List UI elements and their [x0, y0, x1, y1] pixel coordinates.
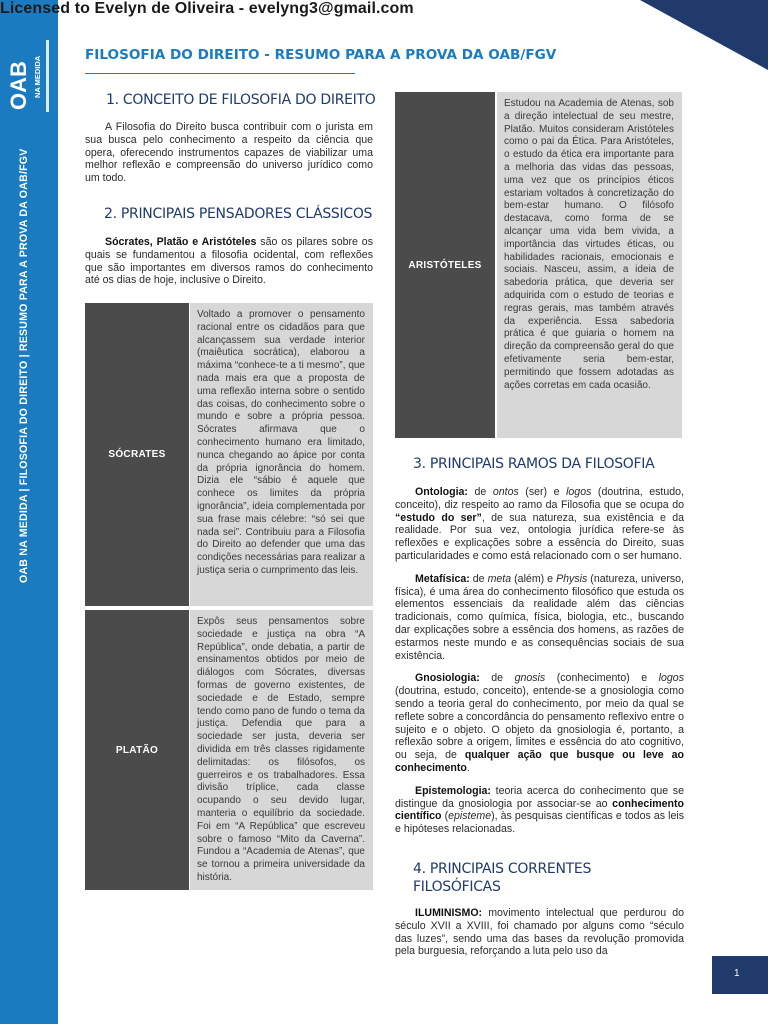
license-watermark: Licensed to Evelyn de Oliveira - evelyng3@gmail.com — [0, 0, 414, 17]
section-2-text — [85, 236, 373, 297]
thinker-text-platao: Expôs seus pensamentos sobre sociedade e justiça na obra “A República”, onde debatia, a partir de ensinamentos obtidos por meio de diálogos com Sócrates, diversas formas de governo existentes, de sociedade e de Estado, sempre tendo como pano de fundo o tema da justiça. Defendia que para a sociedade ser justa, deveria ser dividida em três classes rigidamente delimitadas: os filósofos, os guerreiros e os trabalhadores. Essa divisão tríplice, cada classe ocupando o seu devido lugar, manteria o equilíbrio da sociedade. Foi em “A República” que escreveu sobre o famoso “Mito da Caverna”. Fundou a “Academia de Atenas”, que se tornou a primeira universidade da história. — [190, 610, 373, 890]
gnosiologia-term: Gnosiologia: — [415, 672, 480, 685]
iluminismo-term: ILUMINISMO: — [415, 907, 483, 919]
section-1-heading: 1. CONCEITO DE FILOSOFIA DO DIREITO — [106, 92, 376, 108]
section-4-heading: 4. PRINCIPAIS CORRENTES FILOSÓFICAS — [413, 861, 592, 895]
section-2-paragraph — [85, 236, 373, 287]
ontologia-term: Ontologia: — [415, 486, 468, 498]
svg-text:NA MEDIDA: NA MEDIDA — [33, 55, 42, 98]
section-4-text — [395, 907, 684, 968]
sidebar-vertical-title: OAB NA MEDIDA | FILOSOFIA DO DIREITO | RESUMO PARA A PROVA DA OAB/FGV — [18, 148, 30, 583]
section-2-body: são os pilares sobre os quais se fundamentou a filosofia ocidental, com reflexões que são importantes em diversos ramos do conhecimento até os dias de hoje, inclusive o Direito. — [85, 236, 373, 287]
thinker-label-socrates: SÓCRATES — [85, 303, 189, 606]
epistemologia-paragraph: Epistemologia: teoria acerca do conhecimento que se distingue da gnosiologia por associar-se ao conhecimento científico (episteme), às pesquisas científicas e todos as leis e hipóteses relacionadas. — [395, 784, 684, 836]
epistemologia-term: Epistemologia: — [415, 784, 491, 797]
section-2-lead: Sócrates, Platão e Aristóteles — [105, 236, 257, 248]
title-underline — [85, 73, 355, 74]
section-3-text — [395, 486, 684, 846]
section-1-text — [85, 121, 373, 195]
page-title: FILOSOFIA DO DIREITO - RESUMO PARA A PROVA DA OAB/FGV — [85, 47, 557, 63]
metafisica-term: Metafísica: — [415, 572, 470, 585]
metafisica-paragraph: Metafísica: de meta (além) e Physis (natureza, universo, física), é uma área do conhecimento filosófico que estuda os elementos essenciais da realidade além das ciências tradicionais, como química, física, biologia, etc., buscando dar explicações sobre a essência dos homens, as razões de estarmos neste mundo e as consequências sociais de sua existência. — [395, 572, 685, 662]
gnosiologia-paragraph: Gnosiologia: de gnosis (conhecimento) e logos (doutrina, estudo, conceito), entende-se a gnosiologia como sendo a teoria geral do conhecimento, por meio da qual se reflete sobre a concordância do pensamento reflexivo entre o sujeito e o objeto. O objeto da gnosiologia é, portanto, a reflexão sobre a origem, limites e essência do ato cognitivo, ou seja, de qualquer ação que busque ou leve ao conhecimento. — [395, 672, 684, 774]
thinker-label-aristoteles: ARISTÓTELES — [395, 92, 495, 438]
ontologia-paragraph: Ontologia: de ontos (ser) e logos (doutrina, estudo, conceito), diz respeito ao ramo da Filosofia que se ocupa do “estudo do ser”, de sua natureza, sua existência e da realidade. Por sua vez, ontologia jurídica refere-se às reflexões e explicações sobre a essência do Direito, suas particularidades e como está relacionado com o ser humano. — [395, 486, 684, 562]
thinker-text-socrates: Voltado a promover o pensamento racional entre os cidadãos para que alcançassem sua verdade interior (maiêutica socrática), elaborou a máxima “conhece-te a ti mesmo”, que nada mais era que a proposta de uma reflexão interna sobre o sentido das coisas, do conhecimento sobre o mundo e sobre a própria pessoa. Sócrates afirmava que o conhecimento humano era limitado, nunca chegando ao ápice por conta da própria ignorância do homem. Dizia ele “sábio é aquele que conhece os limites da própria ignorância”, ideia complementada por sua frase mais célebre: “só sei que nada sei”. Contribuiu para a Filosofia do Direito ao defender que uma das condições necessárias para realizar a justiça seria o cumprimento das leis. — [190, 303, 373, 606]
section-1-paragraph: A Filosofia do Direito busca contribuir com o jurista em sua busca pelo conhecimento a respeito da ciência que opera, oferecendo instrumentos capazes de viabilizar uma melhor reflexão e compreensão do universo jurídico como um todo. — [85, 121, 373, 185]
svg-text:OAB: OAB — [6, 61, 31, 110]
thinker-text-aristoteles: Estudou na Academia de Atenas, sob a direção intelectual de seu mestre, Platão. Muitos consideram Aristóteles como o pai da Ética. Para Aristóteles, o estudo da ética era importante para a melhoria das vidas das pessoas, uma vez que os princípios éticos estariam voltados à concretização do bem-estar humano. O filósofo destacava, como forma de se alcançar uma vida bem vivida, a importância das virtudes éticas, ou habilidades racionais, emocionais e sociais. Nasceu, assim, a ideia de sabedoria prática, que deveria ser adquirida com o estudo de teorias e regras gerais, mas também através da experiência. Essa sabedoria prática é que guiaria o homem na direção da compreensão geral do que efetivamente seria bem-estar, permitindo que fossem adotadas as ações corretas em cada ocasião. — [497, 92, 682, 438]
thinker-label-platao: PLATÃO — [85, 610, 189, 890]
iluminismo-body: movimento intelectual que perdurou do século XVII a XVIII, foi chamado por alguns como “século das luzes”, sendo uma das bases da revolução promovida pela burguesia, reforçando a luta pelo uso da — [395, 907, 684, 958]
page-number: 1 — [712, 956, 768, 994]
oab-logo — [6, 36, 54, 116]
section-2-heading: 2. PRINCIPAIS PENSADORES CLÁSSICOS — [104, 206, 373, 222]
section-3-heading: 3. PRINCIPAIS RAMOS DA FILOSOFIA — [413, 456, 655, 472]
iluminismo-paragraph — [395, 907, 684, 958]
